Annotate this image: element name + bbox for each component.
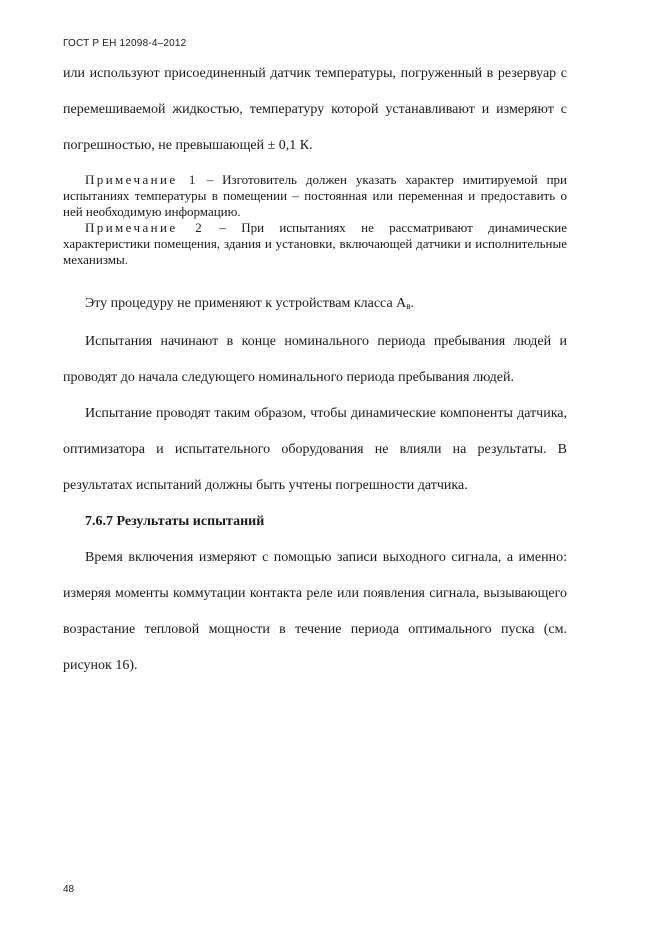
page-number: 48 (63, 884, 75, 895)
paragraph-dynamic-components: Испытание проводят таким образом, чтобы динамические компоненты датчика, оптимизатора и испытательного оборудования не влияли на результаты. В результатах испытаний должны быть учтены погрешности датчика. (63, 406, 567, 493)
paragraph-switch-on-time: Время включения измеряют с помощью записи выходного сигнала, а именно: измеряя моменты коммутации контакта реле или появления сигнала, вызывающего возрастание тепловой мощности в течение периода оптимального пуска (см. рисунок 16). (63, 550, 567, 673)
note-1 (63, 172, 567, 220)
note-2-label: Примечание 2 (85, 220, 205, 235)
note-1-label: Примечание 1 (85, 172, 198, 187)
note-2 (63, 220, 567, 268)
document-code-header: ГОСТ Р ЕН 12098-4–2012 (63, 38, 187, 49)
paragraph-class-exclusion (63, 286, 567, 324)
class-subscript: в (406, 301, 411, 311)
paragraph-test-period: Испытания начинают в конце номинального периода пребывания людей и проводят до начала следующего номинального периода пребывания людей. (63, 334, 567, 385)
note-2-text: – При испытаниях не рассматривают динамические характеристики помещения, здания и установки, включающей датчики и исполнительные механизмы. (63, 220, 568, 267)
paragraph-continuation: или используют присоединенный датчик температуры, погруженный в резервуар с перемешиваемой жидкостью, температуру которой устанавливают и измеряют с погрешностью, не превышающей ± 0,1 К. (63, 66, 567, 153)
class-period: . (410, 296, 415, 311)
text-block-main (63, 286, 567, 684)
class-text: Эту процедуру не применяют к устройствам класса А (85, 296, 407, 311)
notes-block (63, 172, 567, 268)
section-heading: 7.6.7 Результаты испытаний (85, 514, 265, 529)
note-1-text: – Изготовитель должен указать характер имитируемой при испытаниях температуры в помещении – постоянная или переменная и предоставить о ней необходимую информацию. (63, 172, 568, 219)
text-block-top (63, 56, 567, 164)
